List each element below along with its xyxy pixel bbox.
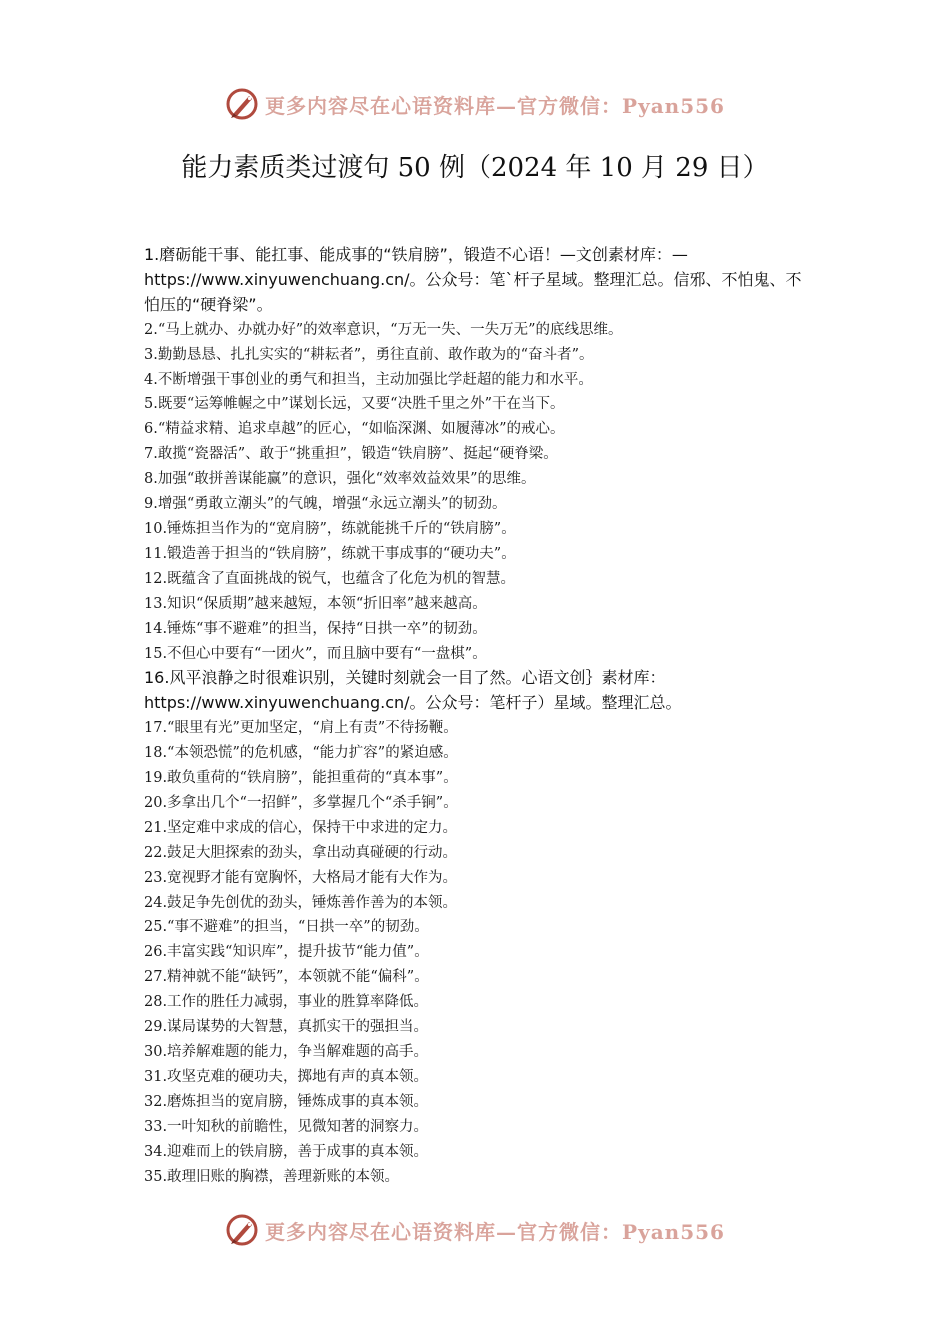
list-item: 26.丰富实践“知识库”，提升拔节“能力值”。 (144, 944, 429, 961)
list-item: 19.敢负重荷的“铁肩膀”，能担重荷的“真本事”。 (144, 770, 458, 787)
list-item: 14.锤炼“事不避难”的担当，保持“日拱一卒”的韧劲。 (144, 620, 487, 637)
pen-logo-icon (225, 87, 259, 121)
list-item: 12.既蕴含了直面挑战的锐气，也蕴含了化危为机的智慧。 (144, 570, 516, 587)
list-item: 32.磨炼担当的宽肩膀，锤炼成事的真本领。 (144, 1093, 429, 1110)
list-item: 11.锻造善于担当的“铁肩膀”，练就干事成事的“硬功夫”。 (144, 545, 516, 562)
list-item: 33.一叶知秋的前瞻性，见微知著的洞察力。 (144, 1118, 429, 1135)
footer-watermark-banner (0, 1208, 950, 1252)
list-item: 23.宽视野才能有宽胸怀，大格局才能有大作为。 (144, 869, 458, 886)
list-item: 34.迎难而上的铁肩膀，善于成事的真本领。 (144, 1143, 429, 1160)
list-item: 15.不但心中要有“一团火”，而且脑中要有“一盘棋”。 (144, 645, 487, 662)
pen-logo-icon (225, 1213, 259, 1247)
list-item: 22.鼓足大胆探索的劲头，拿出动真碰硬的行动。 (144, 844, 458, 861)
list-item: 13.知识“保质期”越来越短，本领“折旧率”越来越高。 (144, 595, 487, 612)
list-item: 20.多拿出几个“一招鲜”，多掌握几个“杀手锏”。 (144, 794, 458, 811)
watermark-text: 更多内容尽在心语资料库—官方微信：Pyan556 (265, 1219, 725, 1244)
list-item: 10.锤炼担当作为的“宽肩膀”，练就能挑千斤的“铁肩膀”。 (144, 520, 516, 537)
list-item: 7.敢揽“瓷器活”、敢于“挑重担”，锻造“铁肩膀”、挺起“硬脊梁。 (144, 446, 558, 463)
list-item: 25.“事不避难”的担当，“日拱一卒”的韧劲。 (144, 919, 429, 936)
list-item: 8.加强“敢拼善谋能赢”的意识，强化“效率效益效果”的思维。 (144, 471, 536, 488)
list-item: 18.“本领恐慌”的危机感，“能力扩容”的紧迫感。 (144, 745, 458, 762)
list-item: 3.勤勤恳恳、扎扎实实的“耕耘者”，勇往直前、敢作敢为的“奋斗者”。 (144, 346, 594, 363)
list-item: 4.不断增强干事创业的勇气和担当，主动加强比学赶超的能力和水平。 (144, 371, 593, 388)
list-item: 28.工作的胜任力减弱，事业的胜算率降低。 (144, 994, 429, 1011)
page-title: 能力素质类过渡句 50 例（2024 年 10 月 29 日） (181, 153, 769, 183)
list-item: 35.敢理旧账的胸襟，善理新账的本领。 (144, 1168, 400, 1185)
list-item: 21.坚定难中求成的信心，保持干中求进的定力。 (144, 819, 458, 836)
list-item: 9.增强“勇敢立潮头”的气魄，增强“永远立潮头”的韧劲。 (144, 496, 507, 513)
list-item: 5.既要“运筹帷幄之中”谋划长远，又要“决胜千里之外”干在当下。 (144, 396, 565, 413)
list-item: 16.风平浪静之时很难识别，关键时刻就会一目了然。心语文创｝素材库：https://www.xinyuwenchuang.cn/。公众号：笔杆子）星域。整理汇总。 (144, 668, 682, 713)
list-item: 17.“眼里有光”更加坚定，“肩上有责”不待扬鞭。 (144, 720, 458, 737)
header-watermark-banner (0, 82, 950, 126)
list-item: 31.攻坚克难的硬功夫，掷地有声的真本领。 (144, 1068, 429, 1085)
list-item: 1.磨砺能干事、能扛事、能成事的“铁肩膀”，锻造不心语！—文创素材库：—https://www.xinyuwenchuang.cn/。公众号：笔`杆子星域。整理汇总。信邪、不怕鬼、不怕压的“硬脊梁”。 (144, 245, 802, 314)
list-item: 27.精神就不能“缺钙”，本领就不能“偏科”。 (144, 969, 429, 986)
list-item: 6.“精益求精、追求卓越”的匠心，“如临深渊、如履薄冰”的戒心。 (144, 421, 565, 438)
list-item: 24.鼓足争先创优的劲头，锤炼善作善为的本领。 (144, 894, 458, 911)
list-item: 2.“马上就办、办就办好”的效率意识，“万无一失、一失万无”的底线思维。 (144, 321, 623, 338)
list-item: 29.谋局谋势的大智慧，真抓实干的强担当。 (144, 1019, 429, 1036)
list-item: 30.培养解难题的能力，争当解难题的高手。 (144, 1044, 429, 1060)
sentence-list (144, 243, 812, 1189)
watermark-text: 更多内容尽在心语资料库—官方微信：Pyan556 (265, 93, 725, 118)
